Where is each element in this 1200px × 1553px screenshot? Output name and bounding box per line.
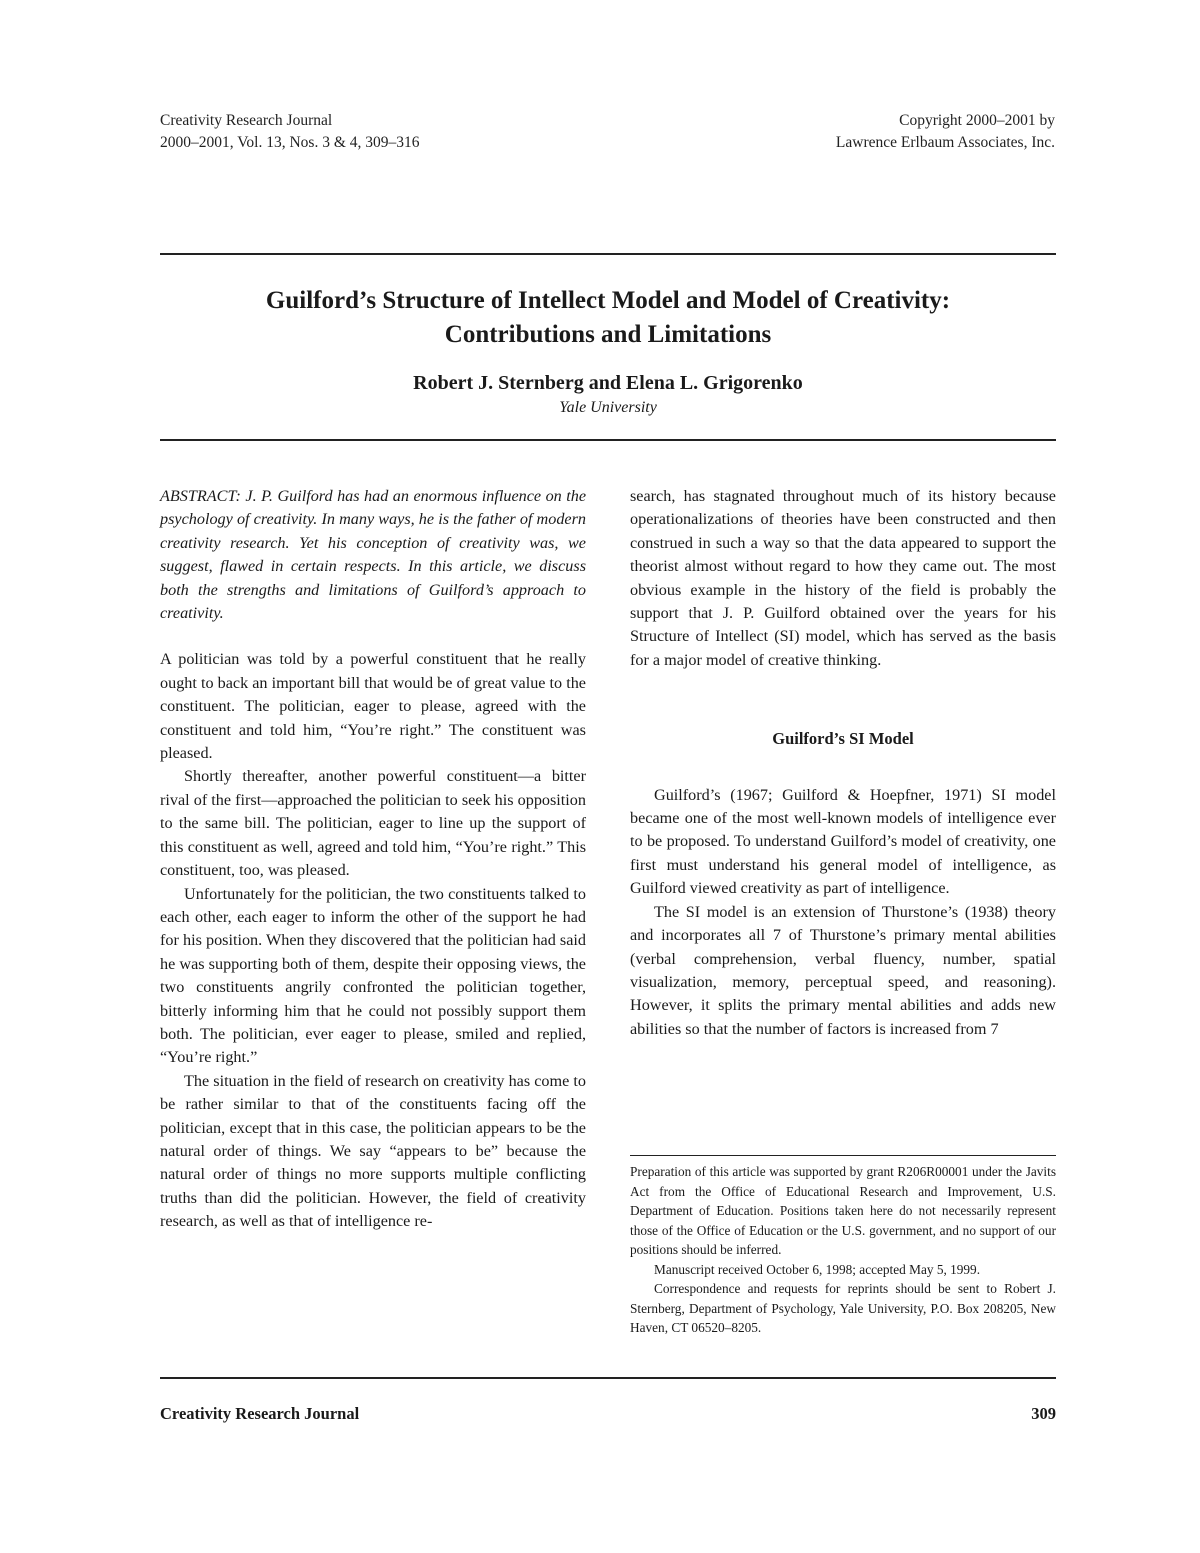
left-column (160, 485, 586, 1234)
article-title (160, 284, 1056, 352)
affiliation: Yale University (559, 399, 657, 416)
footnotes (630, 1162, 1056, 1338)
journal-name: Creativity Research Journal (160, 112, 333, 129)
footnote-dates: Manuscript received October 6, 1998; accepted May 5, 1999. (654, 1261, 981, 1277)
footnote-funding: Preparation of this article was supported by grant R206R00001 under the Javits Act from the Office of Educational Research and Improvement, U.S. Department of Education. Positions taken here do not necessarily represent those of the Office of Education or the U.S. government, and no support of our positions should be inferred. (630, 1164, 1056, 1257)
title-line-1: Guilford’s Structure of Intellect Model and Model of Creativity: (265, 287, 951, 314)
title-line-2: Contributions and Limitations (444, 321, 772, 348)
right-column (630, 485, 1056, 1041)
footnote-correspondence: Correspondence and requests for reprints should be sent to Robert J. Sternberg, Department of Psychology, Yale University, P.O. Box 208205, New Haven, CT 06520–8205. (630, 1281, 1056, 1335)
footnote-rule (630, 1155, 1056, 1156)
body-paragraph: A politician was told by a powerful constituent that he really ought to back an important bill that would be of great value to the constituent. The politician, eager to please, agreed with the constituent and told him, “You’re right.” The constituent was pleased. (160, 650, 586, 763)
page-footer (160, 1402, 1056, 1426)
running-header-left (160, 110, 420, 154)
copyright-line: Copyright 2000–2001 by (899, 112, 1055, 129)
title-top-rule (160, 253, 1056, 255)
page-number: 309 (1031, 1404, 1056, 1423)
authors: Robert J. Sternberg and Elena L. Grigorenko (413, 372, 803, 394)
body-paragraph: search, has stagnated throughout much of its history because operationalizations of theories have been constructed and then construed in such a way so that the data appeared to support the theorist almost without regard to how they came out. The most obvious example in the history of the field is probably the support that J. P. Guilford obtained over the years for his Structure of Intellect (SI) model, which has served as the basis for a major model of creative thinking. (630, 487, 1056, 669)
footer-rule (160, 1377, 1056, 1379)
running-header-right (836, 110, 1055, 154)
body-paragraph: Unfortunately for the politician, the two constituents talked to each other, each eager to inform the other of the support he had for his position. When they discovered that the politician had said he was supporting both of them, despite their opposing views, the two constituents angrily confronted the politician together, bitterly informing him that he could not possibly support them both. The politician, ever eager to please, smiled and replied, “You’re right.” (160, 884, 586, 1067)
citation: 2000–2001, Vol. 13, Nos. 3 & 4, 309–316 (160, 134, 420, 151)
footer-journal: Creativity Research Journal (160, 1404, 360, 1423)
body-paragraph: The situation in the field of research on creativity has come to be rather similar to that of the constituents facing off the politician, except that in this case, the politician appears to be the natural order of things. We say “appears to be” because the natural order of things no more supports multiple conflicting truths than did the politician. However, the field of creativity research, as well as that of intelligence re- (160, 1071, 586, 1231)
abstract: ABSTRACT: J. P. Guilford has had an enormous influence on the psychology of creativity. In many ways, he is the father of modern creativity research. Yet his conception of creativity was, we suggest, flawed in certain respects. In this article, we discuss both the strengths and limitations of Guilford’s approach to creativity. (160, 487, 586, 623)
publisher: Lawrence Erlbaum Associates, Inc. (835, 134, 1055, 151)
body-paragraph: Shortly thereafter, another powerful constituent—a bitter rival of the first—approached the politician to seek his opposition to the same bill. The politician, eager to line up the support of this constituent as well, agreed and told him, “You’re right.” This constituent, too, was pleased. (160, 767, 586, 880)
body-paragraph: The SI model is an extension of Thurstone’s (1938) theory and incorporates all 7 of Thurstone’s primary mental abilities (verbal comprehension, verbal fluency, number, spatial visualization, memory, perceptual speed, and reasoning). However, it splits the primary mental abilities and adds new abilities so that the number of factors is increased from 7 (630, 902, 1056, 1038)
body-paragraph: Guilford’s (1967; Guilford & Hoepfner, 1971) SI model became one of the most well-known models of intelligence ever to be proposed. To understand Guilford’s model of creativity, one first must understand his general model of intelligence, as Guilford viewed creativity as part of intelligence. (630, 785, 1056, 898)
title-bottom-rule (160, 439, 1056, 441)
section-heading: Guilford’s SI Model (772, 729, 914, 749)
